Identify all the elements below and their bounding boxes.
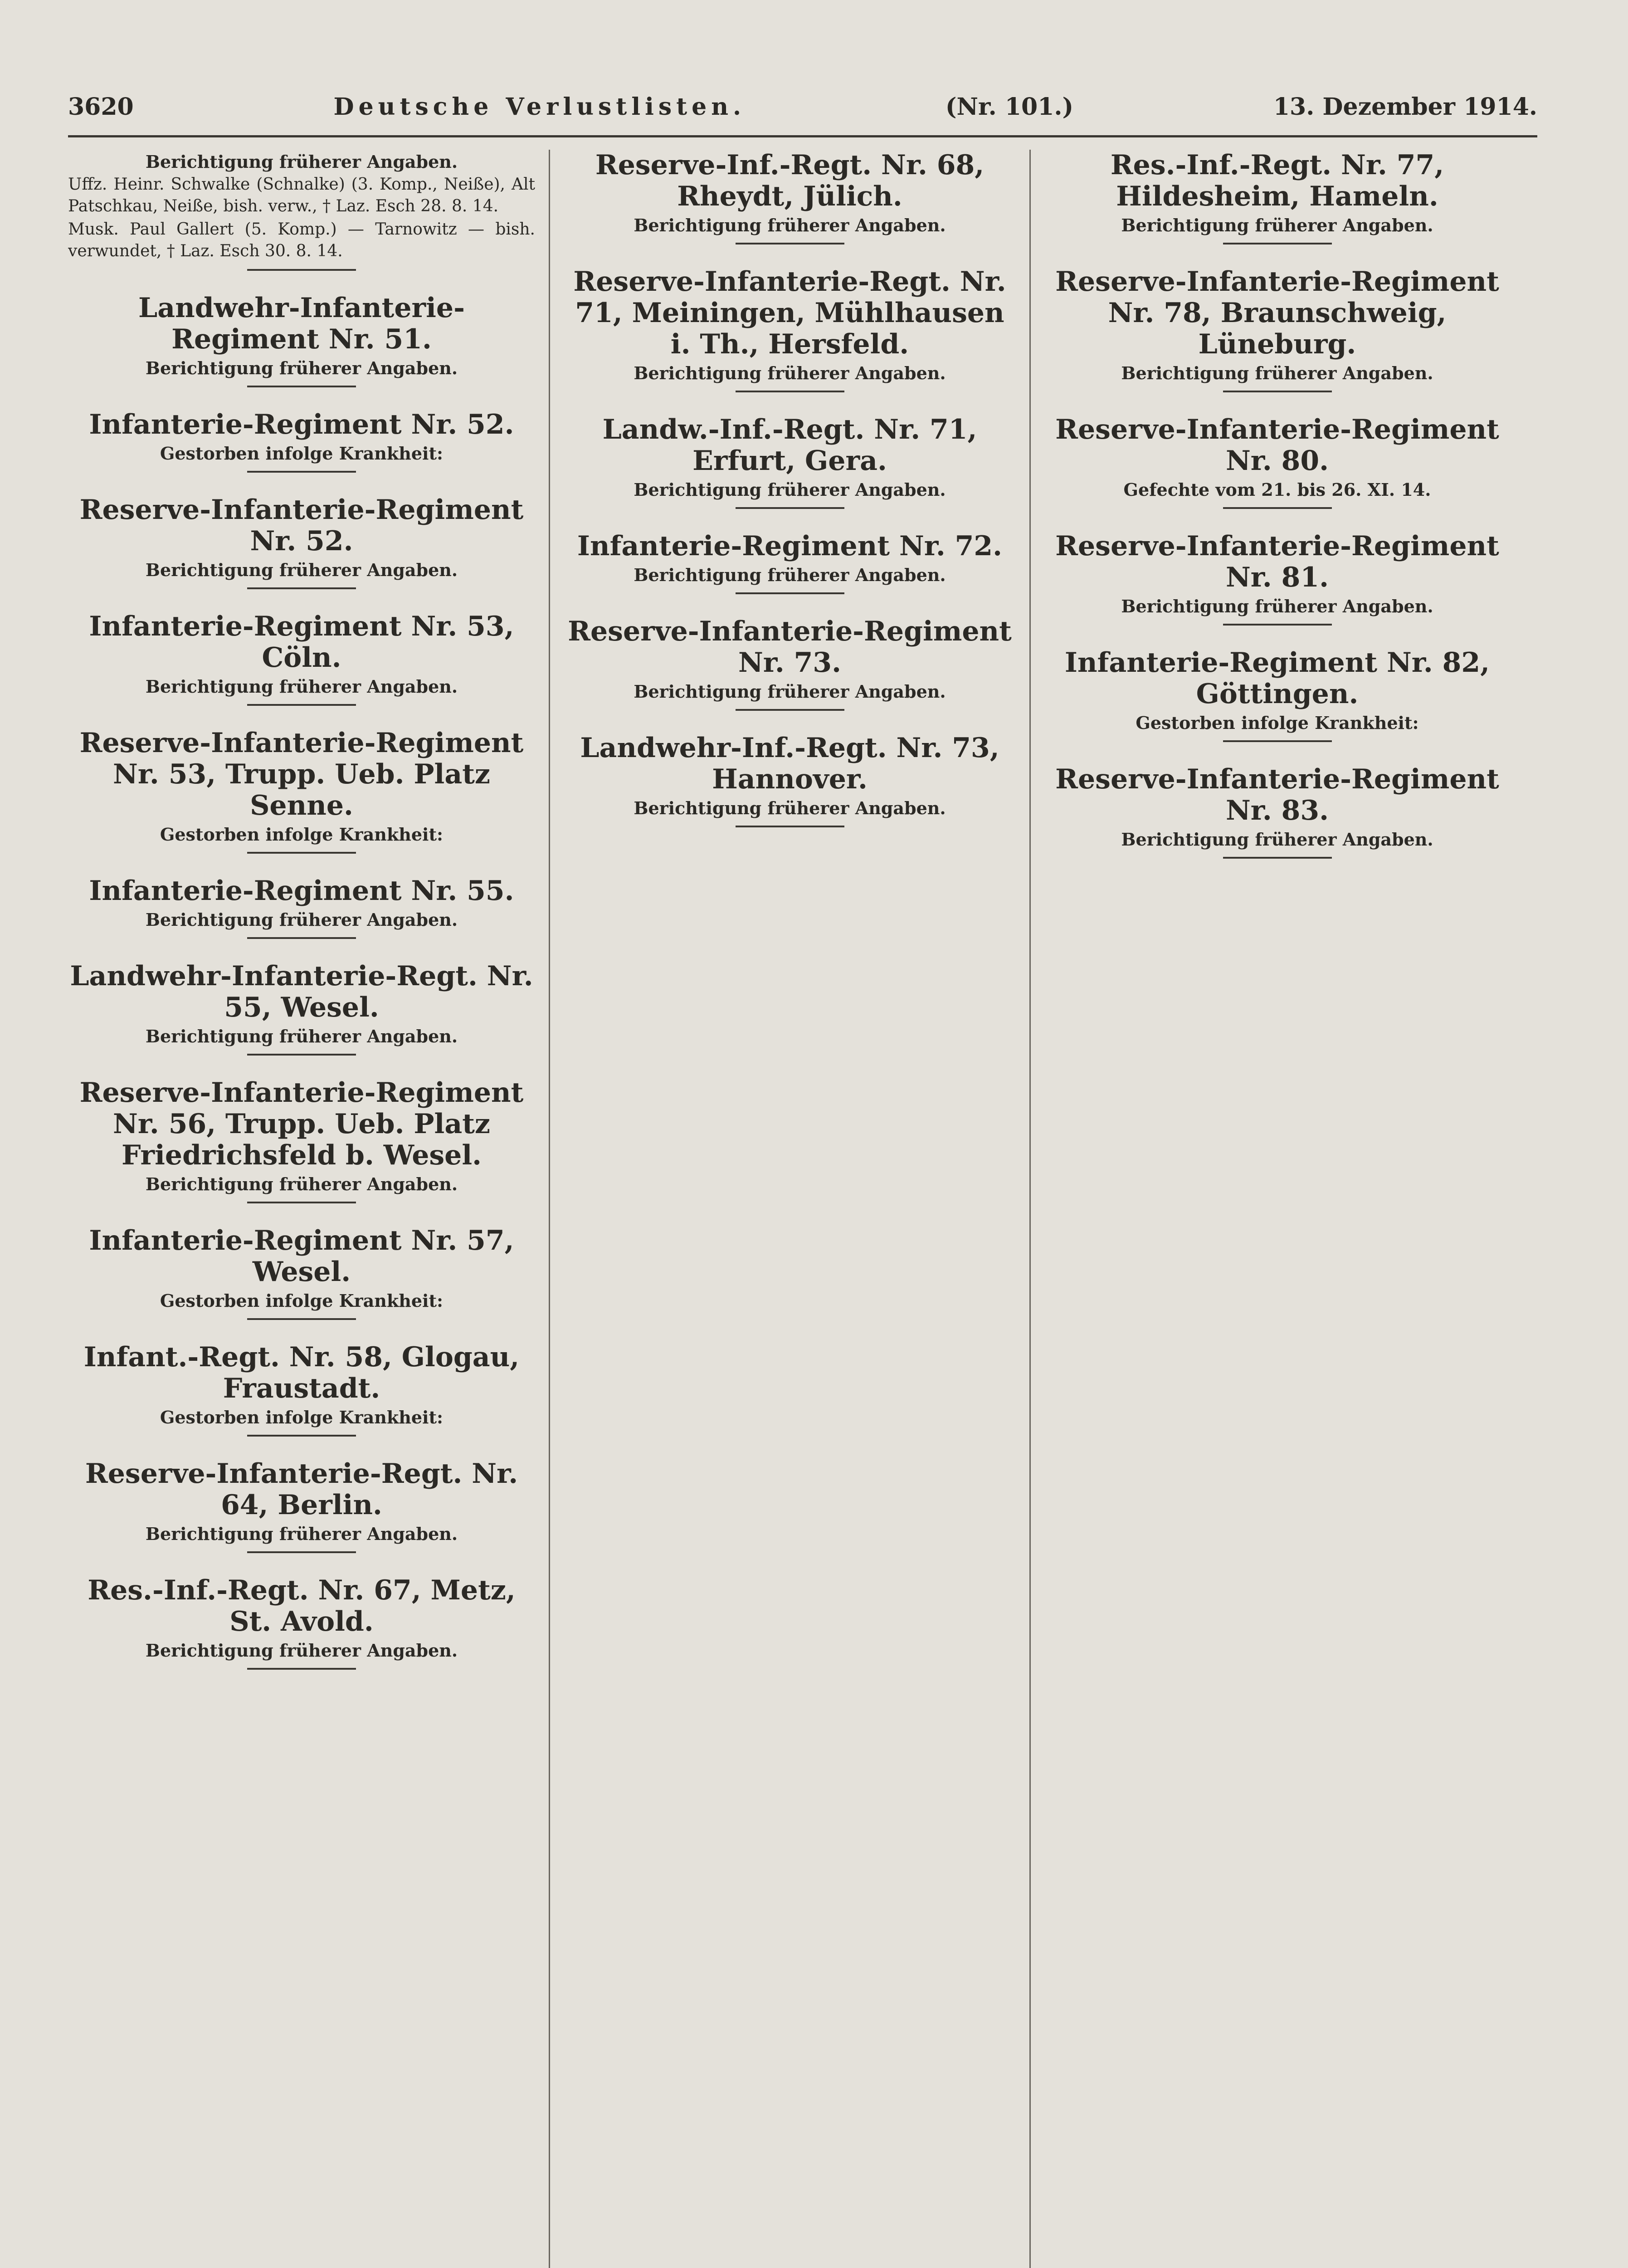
section-end-rule bbox=[247, 937, 356, 939]
section-end-rule bbox=[736, 709, 844, 711]
regiment-section bbox=[68, 728, 535, 854]
regiment-section bbox=[1044, 414, 1510, 509]
regiment-heading: Reserve-Infanterie-Regt. Nr. 71, Meiningen, Mühlhausen i. Th., Hersfeld. bbox=[573, 266, 1006, 360]
regiment-heading: Reserve-Infanterie-Regiment Nr. 78, Braunschweig, Lüneburg. bbox=[1055, 266, 1499, 360]
section-subheading: Gestorben infolge Krankheit: bbox=[160, 824, 444, 845]
regiment-heading: Reserve-Infanterie-Regiment Nr. 80. bbox=[1055, 414, 1499, 477]
issue-number: (Nr. 101.) bbox=[945, 93, 1074, 121]
regiment-heading: Reserve-Infanterie-Regt. Nr. 64, Berlin. bbox=[85, 1458, 518, 1521]
regiment-section bbox=[564, 531, 1016, 594]
section-subheading: Berichtigung früherer Angaben. bbox=[1121, 829, 1433, 850]
regiment-section bbox=[68, 152, 535, 271]
regiment-section bbox=[564, 150, 1016, 244]
regiment-section bbox=[68, 1225, 535, 1320]
regiment-section bbox=[68, 293, 535, 387]
section-end-rule bbox=[736, 391, 844, 392]
section-subheading: Berichtigung früherer Angaben. bbox=[145, 358, 458, 379]
issue-date: 13. Dezember 1914. bbox=[1273, 93, 1537, 121]
section-subheading: Berichtigung früherer Angaben. bbox=[145, 676, 458, 697]
section-end-rule bbox=[247, 852, 356, 854]
section-subheading: Gestorben infolge Krankheit: bbox=[160, 443, 444, 464]
regiment-heading: Reserve-Infanterie-Regiment Nr. 56, Trupp. Ueb. Platz Friedrichsfeld b. Wesel. bbox=[79, 1077, 524, 1172]
masthead bbox=[68, 82, 1537, 132]
section-subheading: Berichtigung früherer Angaben. bbox=[145, 560, 458, 581]
section-end-rule bbox=[1223, 243, 1332, 244]
section-end-rule bbox=[736, 243, 844, 244]
regiment-heading: Infanterie-Regiment Nr. 52. bbox=[89, 409, 514, 441]
section-subheading: Berichtigung früherer Angaben. bbox=[145, 152, 458, 172]
regiment-section bbox=[564, 266, 1016, 392]
regiment-section bbox=[68, 1458, 535, 1553]
section-end-rule bbox=[1223, 857, 1332, 859]
section-end-rule bbox=[1223, 391, 1332, 392]
regiment-heading: Infanterie-Regiment Nr. 72. bbox=[577, 530, 1003, 562]
regiment-section bbox=[564, 616, 1016, 711]
regiment-heading: Landwehr-Infanterie-Regt. Nr. 55, Wesel. bbox=[70, 960, 533, 1024]
regiment-section bbox=[68, 409, 535, 473]
masthead-rule bbox=[68, 135, 1537, 137]
section-subheading: Berichtigung früherer Angaben. bbox=[634, 681, 946, 702]
section-end-rule bbox=[247, 1551, 356, 1553]
regiment-heading: Infanterie-Regiment Nr. 53, Cöln. bbox=[89, 611, 514, 674]
regiment-section bbox=[1044, 531, 1510, 626]
regiment-heading: Reserve-Inf.-Regt. Nr. 68, Rheydt, Jülich. bbox=[595, 150, 985, 212]
section-subheading: Gestorben infolge Krankheit: bbox=[160, 1290, 444, 1311]
section-end-rule bbox=[736, 826, 844, 827]
regiment-section bbox=[68, 611, 535, 706]
section-subheading: Berichtigung früherer Angaben. bbox=[634, 798, 946, 818]
regiment-heading: Infanterie-Regiment Nr. 55. bbox=[89, 875, 514, 907]
section-subheading: Berichtigung früherer Angaben. bbox=[145, 1026, 458, 1047]
section-subheading: Berichtigung früherer Angaben. bbox=[1121, 363, 1433, 383]
casualty-entry: Uffz. Heinr. Schwalke (Schnalke) (3. Komp., Neiße), Alt Patschkau, Neiße, bish. verw., † Laz. Esch 28. 8. 14. bbox=[68, 175, 535, 215]
regiment-section bbox=[564, 733, 1016, 827]
column-1 bbox=[68, 150, 549, 2268]
column-2 bbox=[549, 150, 1029, 2268]
regiment-heading: Reserve-Infanterie-Regiment Nr. 83. bbox=[1055, 763, 1499, 826]
regiment-heading: Reserve-Infanterie-Regiment Nr. 73. bbox=[568, 616, 1012, 679]
section-subheading: Berichtigung früherer Angaben. bbox=[634, 363, 946, 383]
section-end-rule bbox=[247, 1435, 356, 1437]
section-end-rule bbox=[247, 587, 356, 589]
section-subheading: Berichtigung früherer Angaben. bbox=[145, 1524, 458, 1545]
regiment-heading: Reserve-Infanterie-Regiment Nr. 52. bbox=[79, 494, 524, 557]
regiment-section bbox=[68, 1575, 535, 1670]
regiment-heading: Reserve-Infanterie-Regiment Nr. 53, Trupp. Ueb. Platz Senne. bbox=[79, 727, 524, 822]
section-subheading: Berichtigung früherer Angaben. bbox=[634, 565, 946, 585]
casualty-entry: Musk. Paul Gallert (5. Komp.) — Tarnowitz — bish. verwundet, † Laz. Esch 30. 8. 14. bbox=[68, 220, 535, 260]
regiment-heading: Reserve-Infanterie-Regiment Nr. 81. bbox=[1055, 530, 1499, 593]
regiment-section bbox=[68, 875, 535, 939]
regiment-heading: Res.-Inf.-Regt. Nr. 67, Metz, St. Avold. bbox=[88, 1574, 516, 1638]
section-subheading: Berichtigung früherer Angaben. bbox=[1121, 596, 1433, 616]
section-subheading: Berichtigung früherer Angaben. bbox=[145, 1174, 458, 1195]
section-end-rule bbox=[247, 1202, 356, 1203]
regiment-heading: Landw.-Inf.-Regt. Nr. 71, Erfurt, Gera. bbox=[602, 414, 977, 477]
section-subheading: Berichtigung früherer Angaben. bbox=[145, 909, 458, 930]
section-end-rule bbox=[736, 507, 844, 509]
regiment-heading: Landwehr-Infanterie-Regiment Nr. 51. bbox=[138, 292, 465, 356]
section-end-rule bbox=[1223, 507, 1332, 509]
section-subheading: Gefechte vom 21. bis 26. XI. 14. bbox=[1123, 479, 1431, 500]
section-subheading: Berichtigung früherer Angaben. bbox=[634, 215, 946, 235]
page-number: 3620 bbox=[68, 93, 134, 121]
regiment-section bbox=[68, 961, 535, 1056]
regiment-heading: Res.-Inf.-Regt. Nr. 77, Hildesheim, Hameln. bbox=[1110, 150, 1444, 212]
columns bbox=[68, 150, 1537, 2268]
section-end-rule bbox=[1223, 624, 1332, 626]
section-end-rule bbox=[247, 704, 356, 706]
section-subheading: Gestorben infolge Krankheit: bbox=[1136, 713, 1419, 733]
regiment-section bbox=[1044, 150, 1510, 244]
section-end-rule bbox=[247, 471, 356, 473]
regiment-section bbox=[1044, 764, 1510, 859]
section-subheading: Berichtigung früherer Angaben. bbox=[145, 1640, 458, 1661]
regiment-section bbox=[1044, 647, 1510, 742]
section-subheading: Berichtigung früherer Angaben. bbox=[634, 479, 946, 500]
column-3 bbox=[1029, 150, 1510, 2268]
regiment-heading: Infant.-Regt. Nr. 58, Glogau, Fraustadt. bbox=[83, 1341, 520, 1405]
section-end-rule bbox=[247, 1318, 356, 1320]
regiment-section bbox=[68, 1077, 535, 1203]
regiment-section bbox=[1044, 266, 1510, 392]
publication-title: Deutsche Verlustlisten. bbox=[333, 93, 746, 121]
regiment-section bbox=[68, 1342, 535, 1437]
section-end-rule bbox=[247, 386, 356, 387]
section-end-rule bbox=[247, 1668, 356, 1670]
section-subheading: Berichtigung früherer Angaben. bbox=[1121, 215, 1433, 235]
section-end-rule bbox=[247, 269, 356, 271]
section-end-rule bbox=[1223, 740, 1332, 742]
section-end-rule bbox=[247, 1054, 356, 1056]
newspaper-page bbox=[68, 82, 1537, 2268]
section-end-rule bbox=[736, 592, 844, 594]
regiment-heading: Landwehr-Inf.-Regt. Nr. 73, Hannover. bbox=[580, 732, 999, 795]
regiment-section bbox=[68, 494, 535, 589]
section-subheading: Gestorben infolge Krankheit: bbox=[160, 1407, 444, 1428]
regiment-section bbox=[564, 414, 1016, 509]
regiment-heading: Infanterie-Regiment Nr. 57, Wesel. bbox=[89, 1225, 514, 1288]
regiment-heading: Infanterie-Regiment Nr. 82, Göttingen. bbox=[1064, 647, 1490, 710]
